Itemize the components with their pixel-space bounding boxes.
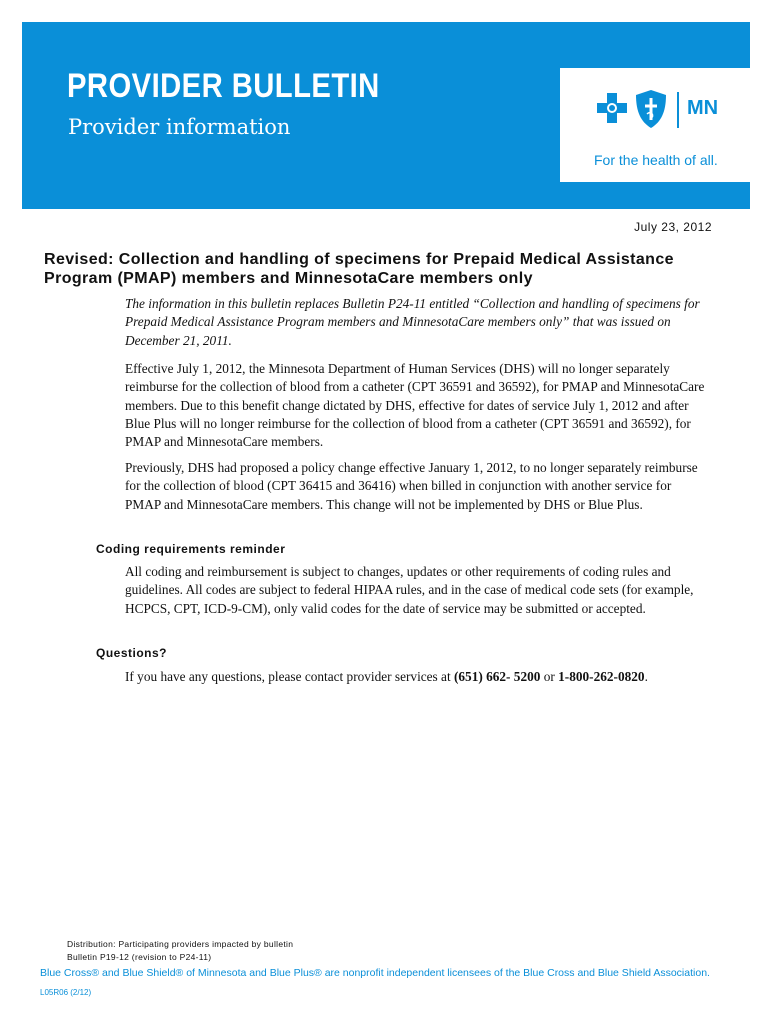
coding-section-heading: Coding requirements reminder [96, 542, 286, 556]
questions-section-heading: Questions? [96, 646, 168, 660]
distribution-note [67, 938, 327, 963]
bcbs-logo [560, 68, 750, 182]
body-paragraph-effective: Effective July 1, 2012, the Minnesota Department of Human Services (DHS) will no longer separately reimburse for the collection of blood from a catheter (CPT 36591 and 36592), for PMAP and MinnesotaCare members. Due to this benefit change dictated by DHS, effective for dates of service July 1, 2012 and after Blue Plus will no longer reimburse for the collection of blood from a catheter (CPT 36591 and 36592), for PMAP and MinnesotaCare members. [125, 361, 705, 450]
logo-region: MN [687, 97, 719, 119]
intro-paragraph: The information in this bulletin replaces Bulletin P24-11 entitled “Collection and handling of specimens for Prepaid Medical Assistance Program members and MinnesotaCare members only” that was issued on December 21, 2011. [125, 296, 700, 348]
logo-tagline: For the health of all. [594, 152, 718, 168]
phone-local: (651) 662- 5200 [453, 669, 541, 684]
blue-cross-icon [596, 92, 628, 124]
questions-suffix: . [644, 669, 648, 684]
bulletin-date: July 23, 2012 [634, 220, 712, 234]
bulletin-title: PROVIDER BULLETIN [67, 67, 380, 105]
bulletin-headline: Revised: Collection and handling of specimens for Prepaid Medical Assistance Program (PMAP) members and MinnesotaCare members only [44, 251, 674, 287]
form-code: L05R06 (2/12) [40, 988, 92, 997]
distribution-line: Distribution: Participating providers impacted by bulletin [67, 939, 294, 949]
coding-paragraph: All coding and reimbursement is subject to changes, updates or other requirements of coding rules and guidelines. All codes are subject to federal HIPAA rules, and in the case of medical code sets (for example, HCPCS, CPT, ICD-9-CM), only valid codes for the date of service may be submitted or accepted. [125, 564, 694, 616]
body-paragraph-previously: Previously, DHS had proposed a policy change effective January 1, 2012, to no longer separately reimburse for the collection of blood (CPT 36415 and 36416) when billed in conjunction with another service for PMAP and MinnesotaCare members. This change will not be implemented by DHS or Blue Plus. [125, 460, 698, 512]
bulletin-reference: Bulletin P19-12 (revision to P24-11) [67, 951, 212, 962]
phone-tollfree: 1-800-262-0820 [558, 669, 645, 684]
bulletin-subtitle: Provider information [68, 115, 291, 139]
logo-divider [677, 92, 679, 128]
license-statement: Blue Cross® and Blue Shield® of Minnesota and Blue Plus® are nonprofit independent licensees of the Blue Cross and Blue Shield Association. [40, 967, 710, 979]
blue-shield-icon [632, 88, 670, 130]
questions-paragraph [125, 668, 710, 686]
questions-text: If you have any questions, please contact provider services at [125, 669, 454, 684]
header-banner [22, 22, 750, 209]
phone-joiner: or [540, 669, 559, 684]
